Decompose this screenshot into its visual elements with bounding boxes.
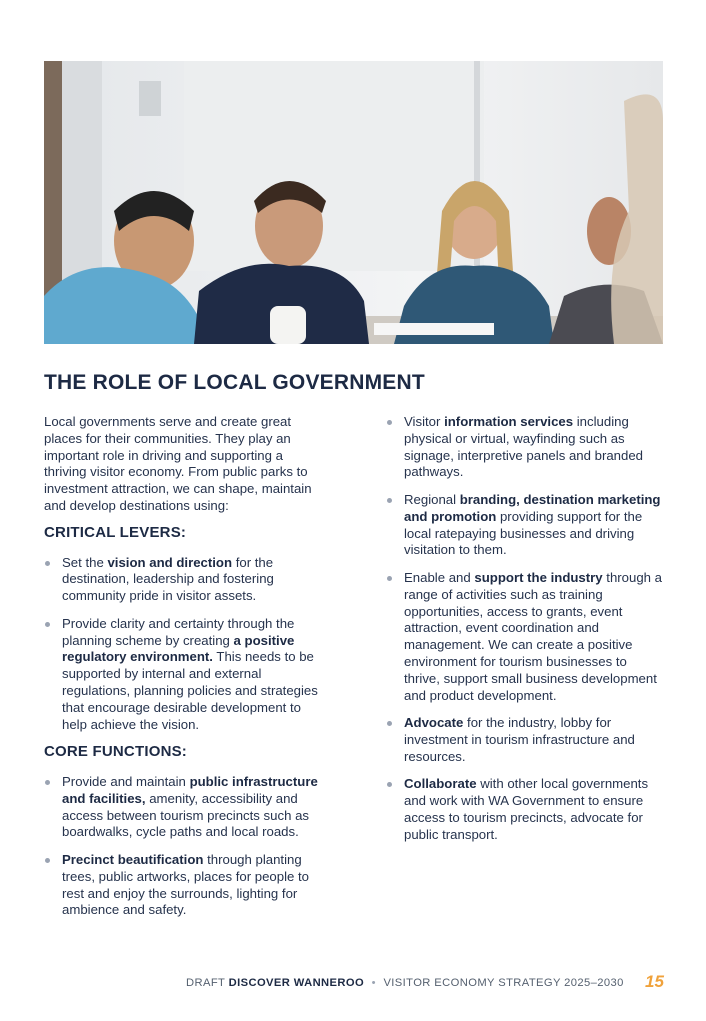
bullet-icon (387, 721, 392, 726)
bullet-icon (45, 858, 50, 863)
footer-draft: DRAFT (186, 977, 226, 989)
page-title: THE ROLE OF LOCAL GOVERNMENT (44, 371, 425, 394)
bullet-icon (387, 420, 392, 425)
footer-separator: • (371, 977, 376, 989)
page-footer (186, 977, 624, 989)
right-column (386, 414, 664, 854)
list-item: Provide and maintain public infrastructure and facilities, amenity, accessibility and access between tourism precincts such as boardwalks, cycle paths and local roads. (44, 774, 324, 841)
list-item: Enable and support the industry through a range of activities such as training opportunities, access to grants, event attraction, event coordination and management. We can create a positive environment for tourism businesses to thrive, support small business development and product development. (386, 570, 664, 704)
list-item: Provide clarity and certainty through the planning scheme by creating a positive regulatory environment. This needs to be supported by internal and external regulations, planning policies and strategies that encourage desirable development to help achieve the vision. (44, 616, 324, 734)
list-item: Set the vision and direction for the destination, leadership and fostering community pride in visitor assets. (44, 555, 324, 605)
functions-list-continued (386, 414, 664, 844)
bullet-icon (387, 498, 392, 503)
bullet-icon (45, 622, 50, 627)
bullet-icon (45, 780, 50, 785)
list-item: Advocate for the industry, lobby for investment in tourism infrastructure and resources. (386, 715, 664, 765)
left-column (44, 414, 324, 930)
core-functions-heading: CORE FUNCTIONS: (44, 743, 187, 761)
list-item: Collaborate with other local governments and work with WA Government to ensure access to tourism precincts, advocate for public transport. (386, 776, 664, 843)
footer-document-title: VISITOR ECONOMY STRATEGY 2025–2030 (383, 977, 624, 989)
list-item: Precinct beautification through planting trees, public artworks, places for people to rest and enjoy the surrounds, lighting for ambience and safety. (44, 852, 324, 919)
meeting-photo (44, 61, 663, 344)
footer-brand: DISCOVER WANNEROO (228, 977, 365, 989)
bullet-icon (45, 561, 50, 566)
bullet-icon (387, 782, 392, 787)
critical-levers-list (44, 555, 324, 734)
critical-levers-heading: CRITICAL LEVERS: (44, 523, 187, 541)
bullet-icon (387, 576, 392, 581)
intro-paragraph: Local governments serve and create great places for their communities. They play an important role in driving and supporting a thriving visitor economy. From public parks to investment attraction, we can shape, maintain and develop destinations using: (44, 414, 312, 513)
list-item: Visitor information services including physical or virtual, wayfinding such as signage, interpretive panels and branded pathways. (386, 414, 664, 481)
meeting-photo-illustration (44, 61, 663, 344)
page-number: 15 (645, 972, 664, 991)
core-functions-list (44, 774, 324, 919)
list-item: Regional branding, destination marketing and promotion providing support for the local ratepaying businesses and driving visitation to them. (386, 492, 664, 559)
